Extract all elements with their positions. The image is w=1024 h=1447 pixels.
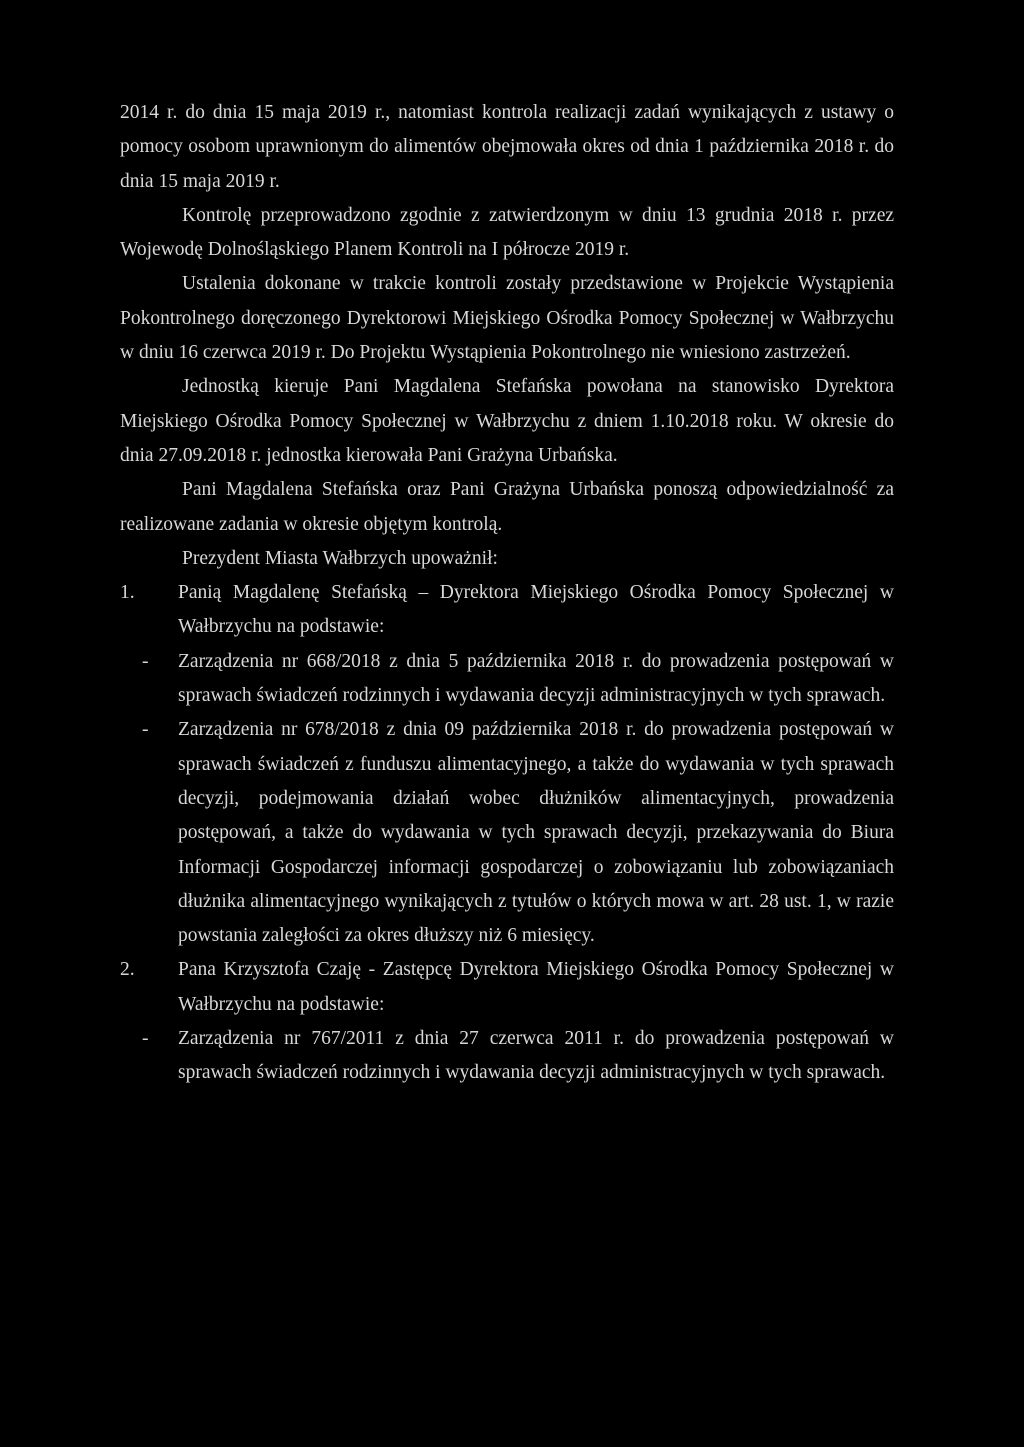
- authorization-item-2: [120, 953, 894, 1022]
- dash-bullet: -: [142, 719, 149, 741]
- authorization-item-1: [120, 576, 894, 645]
- list-item-text: Panią Magdalenę Stefańską – Dyrektora Miejskiego Ośrodka Pomocy Społecznej w Wałbrzychu na podstawie:: [178, 582, 894, 638]
- paragraph-management: Jednostką kieruje Pani Magdalena Stefańska powołana na stanowisko Dyrektora Miejskiego Ośrodka Pomocy Społecznej w Wałbrzychu z dniem 1.10.2018 roku. W okresie do dnia 27.09.2018 r. jednostka kierowała Pani Grażyna Urbańska.: [120, 376, 894, 466]
- dash-bullet: -: [142, 1028, 149, 1050]
- paragraph-findings: Ustalenia dokonane w trakcie kontroli zostały przedstawione w Projekcie Wystąpienia Pokontrolnego doręczonego Dyrektorowi Miejskiego Ośrodka Pomocy Społecznej w Wałbrzychu w dniu 16 czerwca 2019 r. Do Projektu Wystąpienia Pokontrolnego nie wniesiono zastrzeżeń.: [120, 273, 894, 364]
- dash-bullet: -: [142, 650, 149, 672]
- paragraph-control-plan: Kontrolę przeprowadzono zgodnie z zatwierdzonym w dniu 13 grudnia 2018 r. przez Wojewodę Dolnośląskiego Planem Kontroli na I półrocze 2019 r.: [120, 204, 894, 261]
- sub-item-order-767: [120, 1022, 894, 1091]
- paragraph-authorization-intro: Prezydent Miasta Wałbrzych upoważnił:: [182, 547, 498, 569]
- sub-item-order-678: [120, 713, 894, 953]
- paragraph-control-period: 2014 r. do dnia 15 maja 2019 r., natomiast kontrola realizacji zadań wynikających z ustawy o pomocy osobom uprawnionym do alimentów obejmowała okres od dnia 1 października 2018 r. do dnia 15 maja 2019 r.: [120, 102, 894, 192]
- sub-item-text: Zarządzenia nr 767/2011 z dnia 27 czerwca 2011 r. do prowadzenia postępowań w sprawach świadczeń rodzinnych i wydawania decyzji administracyjnych w tych sprawach.: [178, 1028, 894, 1084]
- sub-item-text: Zarządzenia nr 668/2018 z dnia 5 października 2018 r. do prowadzenia postępowań w sprawach świadczeń rodzinnych i wydawania decyzji administracyjnych w tych sprawach.: [178, 650, 894, 707]
- list-item-text: Pana Krzysztofa Czaję - Zastępcę Dyrektora Miejskiego Ośrodka Pomocy Społecznej w Wałbrzychu na podstawie:: [178, 959, 894, 1015]
- sub-item-order-668: [120, 645, 894, 714]
- paragraph-responsibility: Pani Magdalena Stefańska oraz Pani Grażyna Urbańska ponoszą odpowiedzialność za realizowane zadania w okresie objętym kontrolą.: [120, 479, 894, 535]
- document-page: [120, 96, 894, 1091]
- list-number: 1.: [120, 582, 135, 604]
- list-number: 2.: [120, 959, 135, 981]
- sub-item-text: Zarządzenia nr 678/2018 z dnia 09 października 2018 r. do prowadzenia postępowań w sprawach świadczeń z funduszu alimentacyjnego, a także do wydawania w tych sprawach decyzji, podejmowania działań wobec dłużników alimentacyjnych, prowadzenia postępowań, a także do wydawania w tych sprawach decyzji, przekazywania do Biura Informacji Gospodarczej informacji gospodarczej o zobowiązaniu lub zobowiązaniach dłużnika alimentacyjnego wynikających z tytułów o których mowa w art. 28 ust. 1, w razie powstania zaległości za okres dłuższy niż 6 miesięcy.: [178, 719, 894, 947]
